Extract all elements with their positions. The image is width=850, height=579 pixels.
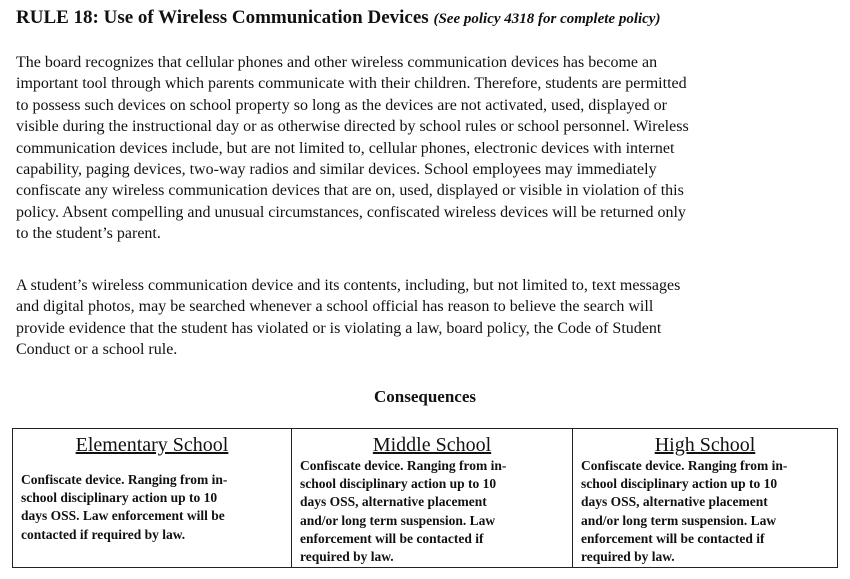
column-line: days OSS, alternative placement [581, 494, 768, 510]
paragraph-line: The board recognizes that cellular phones and other wireless communication devices has become an [16, 54, 658, 71]
paragraph-device-search [16, 275, 846, 361]
elementary-school-column [13, 429, 291, 567]
paragraph-line: communication devices include, but are not limited to, cellular phones, electronic devices with internet [16, 139, 675, 157]
column-line: days OSS. Law enforcement will be [21, 508, 225, 524]
paragraph-line: important tool through which parents communicate with their children. Therefore, students are permitted [16, 75, 687, 93]
column-line: required by law. [300, 549, 394, 565]
column-heading: Middle School [372, 434, 492, 456]
column-text [13, 471, 291, 544]
rule-title [16, 6, 660, 31]
column-heading: High School [654, 434, 756, 456]
column-line: contacted if required by law. [21, 526, 186, 542]
column-line: required by law. [581, 549, 675, 565]
column-line: enforcement will be contacted if [581, 530, 765, 546]
column-text [573, 457, 837, 566]
column-line: enforcement will be contacted if [300, 530, 484, 546]
paragraph-line: visible during the instructional day or as otherwise directed by school rules or school personnel. Wireless [16, 118, 689, 136]
column-line: Confiscate device. Ranging from in- [300, 458, 507, 473]
paragraph-line: capability, paging devices, two-way radios and similar devices. School employees may immediately [16, 161, 657, 179]
column-line: days OSS, alternative placement [300, 494, 487, 510]
paragraph-line: to the student’s parent. [16, 225, 161, 243]
column-line: Confiscate device. Ranging from in- [581, 458, 788, 473]
column-line: and/or long term suspension. Law [581, 512, 777, 528]
column-line: Confiscate device. Ranging from in- [21, 472, 228, 487]
column-line: school disciplinary action up to 10 [581, 476, 778, 492]
rule-title-text: RULE 18: Use of Wireless Communication Devices [16, 7, 429, 28]
paragraph-line: to possess such devices on school property so long as the devices are not activated, used, displayed or [16, 96, 667, 114]
column-text [292, 457, 572, 566]
paragraph-line: provide evidence that the student has violated or is violating a law, board policy, the Code of Student [16, 319, 662, 337]
paragraph-line: Conduct or a school rule. [16, 341, 178, 359]
paragraph-line: policy. Absent compelling and unusual circumstances, confiscated wireless devices will be returned only [16, 203, 686, 221]
middle-school-column [291, 429, 572, 567]
paragraph-line: confiscate any wireless communication devices that are on, used, displayed or visible in violation of this [16, 182, 684, 200]
column-line: school disciplinary action up to 10 [21, 490, 218, 506]
paragraph-line: and digital photos, may be searched whenever a school official has reason to believe the search will [16, 298, 654, 316]
policy-reference: (See policy 4318 for complete policy) [433, 11, 661, 27]
consequences-heading: Consequences [373, 387, 476, 406]
column-line: school disciplinary action up to 10 [300, 476, 497, 492]
paragraph-line: A student’s wireless communication device and its contents, including, but not limited to, text messages [16, 277, 681, 294]
paragraph-device-permission [16, 52, 846, 245]
high-school-column [572, 429, 837, 567]
consequences-table [12, 428, 838, 568]
column-heading: Elementary School [75, 434, 229, 456]
column-line: and/or long term suspension. Law [300, 512, 496, 528]
